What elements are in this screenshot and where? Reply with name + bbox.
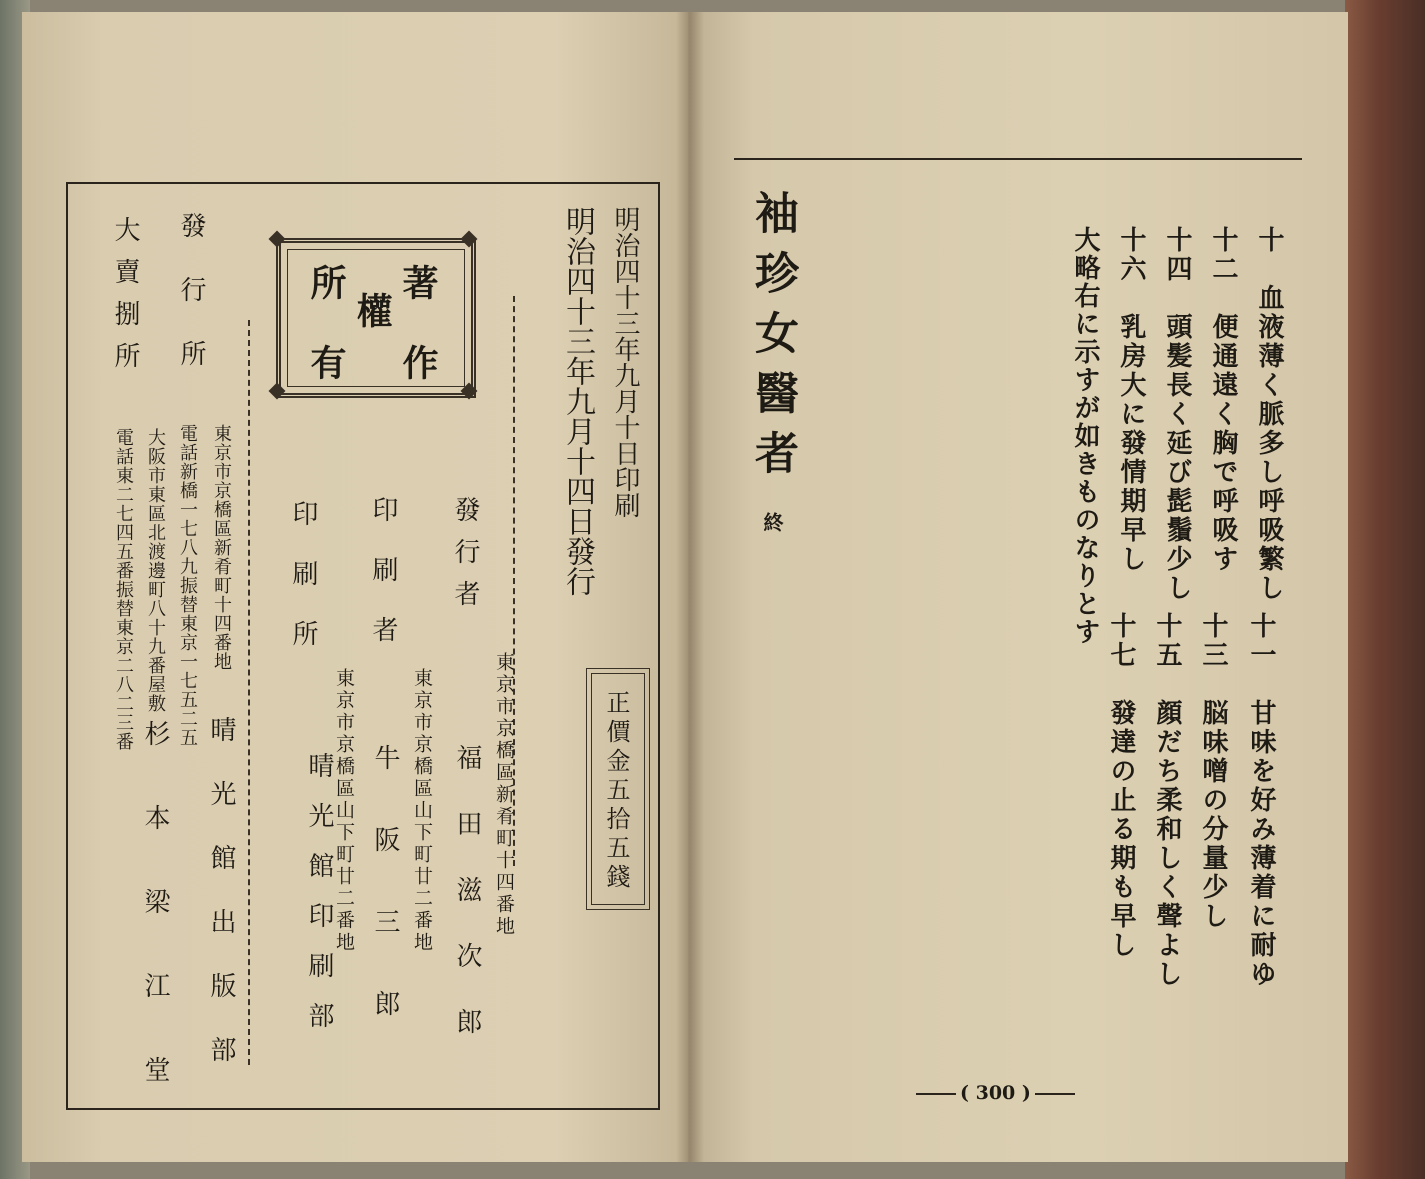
copyright-text-1: 著作 bbox=[397, 264, 439, 424]
copyright-text-2: 權 bbox=[351, 292, 393, 328]
issue-date: 明治四十三年九月十四日發行 bbox=[560, 206, 595, 596]
text-line-upper-2: 十二 便通遠く胸で呼吸す bbox=[1208, 226, 1238, 574]
issuer-name: 晴光館出版部 bbox=[206, 716, 236, 1100]
publisher-label: 發行者 bbox=[450, 496, 480, 622]
page-number: ( 300 ) bbox=[912, 1082, 1079, 1104]
header-rule bbox=[734, 158, 1302, 160]
dashed-divider bbox=[248, 320, 250, 1065]
issuer-label: 發行所 bbox=[176, 212, 206, 404]
page-number-value: 300 bbox=[975, 1082, 1016, 1104]
issuer-address: 東京市京橋區新肴町十四番地 bbox=[211, 424, 232, 671]
print-shop-address: 東京市京橋區山下町廿二番地 bbox=[333, 668, 355, 954]
book-spine-edge bbox=[1345, 0, 1425, 1179]
seller-name: 杉本梁江堂 bbox=[140, 720, 170, 1140]
seller-phone: 電話東二七四五番振替東京二八二三番 bbox=[113, 428, 134, 751]
text-line-upper-3: 十四 頭髪長く延び髭鬚少し bbox=[1162, 226, 1192, 603]
print-shop-name: 晴光館印刷部 bbox=[304, 752, 334, 1052]
book-gutter bbox=[676, 12, 704, 1162]
seller-address: 大阪市東區北渡邊町八十九番屋敷 bbox=[145, 428, 166, 713]
title-end-mark: 終 bbox=[760, 512, 784, 532]
issuer-phone: 電話新橋一七八九振替東京一七五二五 bbox=[177, 424, 198, 747]
text-line-lower-3: 十五 顔だち柔和しく聲よし bbox=[1152, 612, 1182, 989]
text-line-lower-2: 十三 脳味噌の分量少し bbox=[1198, 612, 1228, 931]
seller-label: 大賣捌所 bbox=[110, 216, 140, 384]
publisher-name: 福田滋次郎 bbox=[452, 744, 482, 1074]
book-title: 袖珍女醫者 bbox=[747, 190, 798, 490]
copyright-text-3: 所有 bbox=[305, 264, 347, 424]
print-shop-label: 印刷所 bbox=[288, 500, 318, 680]
text-line-upper-5: 大略右に示すが如きものなりとす bbox=[1070, 226, 1100, 646]
print-date: 明治四十三年九月十日印刷 bbox=[610, 206, 640, 518]
text-line-upper-1: 十 血液薄く脈多し呼吸繁し bbox=[1254, 226, 1284, 603]
text-line-lower-4: 十七 發達の止る期も早し bbox=[1106, 612, 1136, 960]
right-page bbox=[688, 12, 1348, 1162]
text-line-upper-4: 十六 乳房大に發情期早し bbox=[1116, 226, 1146, 574]
printer-label: 印刷者 bbox=[368, 496, 398, 676]
publisher-address: 東京市京橋區新肴町十四番地 bbox=[493, 652, 515, 938]
text-line-lower-1: 十一 甘味を好み薄着に耐ゆ bbox=[1246, 612, 1276, 989]
printer-name: 牛阪三郎 bbox=[370, 744, 400, 1072]
printer-address: 東京市京橋區山下町廿二番地 bbox=[411, 668, 433, 954]
price-text: 正價金五拾五錢 bbox=[602, 690, 630, 893]
